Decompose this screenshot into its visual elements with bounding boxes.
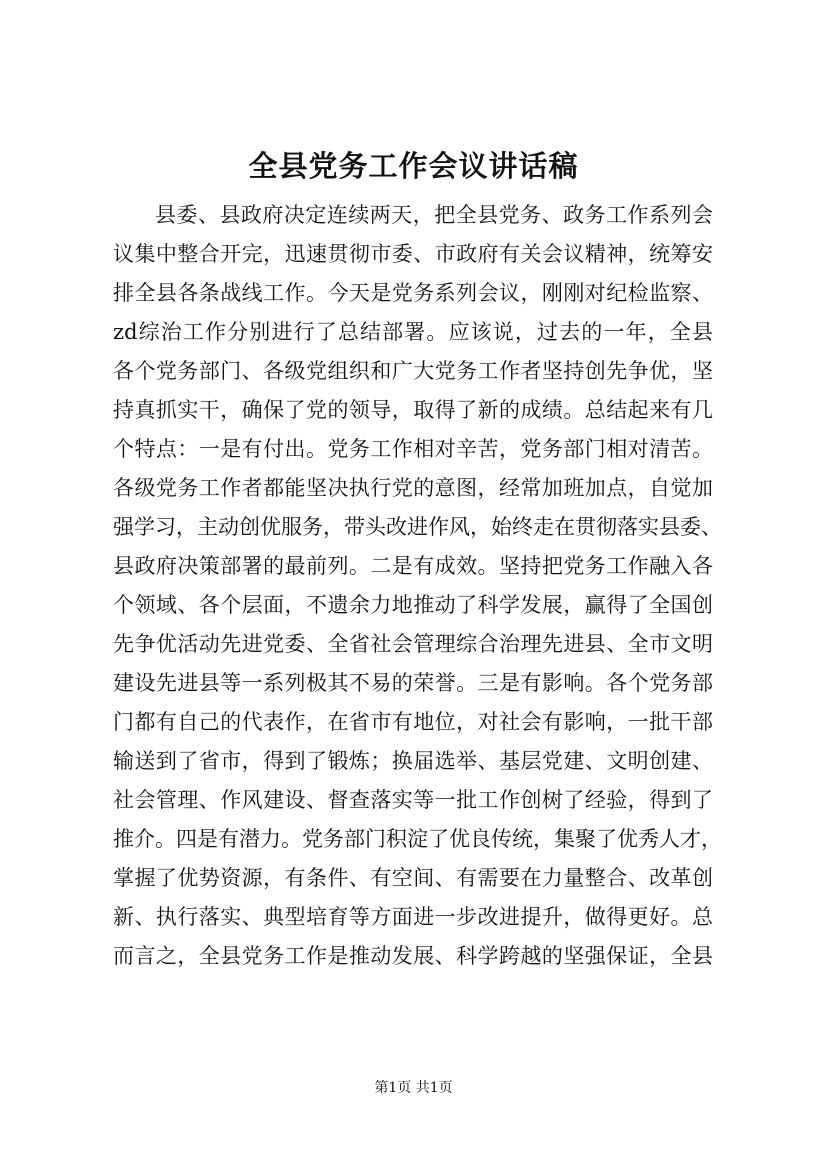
body-line: 强学习，主动创优服务，带头改进作风，始终走在贯彻落实县委、 bbox=[113, 515, 722, 539]
body-line: 各个党务部门、各级党组织和广大党务工作者坚持创先争优，坚 bbox=[113, 359, 713, 383]
body-line: 社会管理、作风建设、督查落实等一批工作创树了经验，得到了 bbox=[113, 788, 713, 812]
body-line: 议集中整合开完，迅速贯彻市委、市政府有关会议精神，统筹安 bbox=[113, 242, 713, 266]
body-line: zd综治工作分别进行了总结部署。应该说，过去的一年，全县 bbox=[113, 320, 713, 344]
body-line: 而言之，全县党务工作是推动发展、科学跨越的坚强保证，全县 bbox=[113, 944, 713, 968]
body-line: 个领域、各个层面，不遗余力地推动了科学发展，赢得了全国创 bbox=[113, 593, 713, 617]
document-body bbox=[113, 196, 722, 976]
body-line: 掌握了优势资源，有条件、有空间、有需要在力量整合、改革创 bbox=[113, 866, 713, 890]
body-line: 排全县各条战线工作。今天是党务系列会议，刚刚对纪检监察、 bbox=[113, 281, 713, 305]
document-title: 全县党务工作会议讲话稿 bbox=[248, 149, 579, 183]
body-line: 先争优活动先进党委、全省社会管理综合治理先进县、全市文明 bbox=[113, 632, 713, 656]
body-line: 建设先进县等一系列极其不易的荣誉。三是有影响。各个党务部 bbox=[113, 671, 713, 695]
body-line: 个特点：一是有付出。党务工作相对辛苦，党务部门相对清苦。 bbox=[113, 437, 713, 461]
body-line: 推介。四是有潜力。党务部门积淀了优良传统，集聚了优秀人才， bbox=[113, 827, 722, 851]
page-number-footer: 第1页 共1页 bbox=[374, 1080, 453, 1096]
body-line: 输送到了省市，得到了锻炼；换届选举、基层党建、文明创建、 bbox=[113, 749, 713, 773]
body-line: 县委、县政府决定连续两天，把全县党务、政务工作系列会 bbox=[155, 203, 713, 227]
body-line: 县政府决策部署的最前列。二是有成效。坚持把党务工作融入各 bbox=[113, 554, 713, 578]
body-line: 持真抓实干，确保了党的领导，取得了新的成绩。总结起来有几 bbox=[113, 398, 713, 422]
body-line: 各级党务工作者都能坚决执行党的意图，经常加班加点，自觉加 bbox=[113, 476, 713, 500]
body-line: 新、执行落实、典型培育等方面进一步改进提升，做得更好。总 bbox=[113, 905, 713, 929]
body-line: 门都有自己的代表作，在省市有地位，对社会有影响，一批干部 bbox=[113, 710, 713, 734]
